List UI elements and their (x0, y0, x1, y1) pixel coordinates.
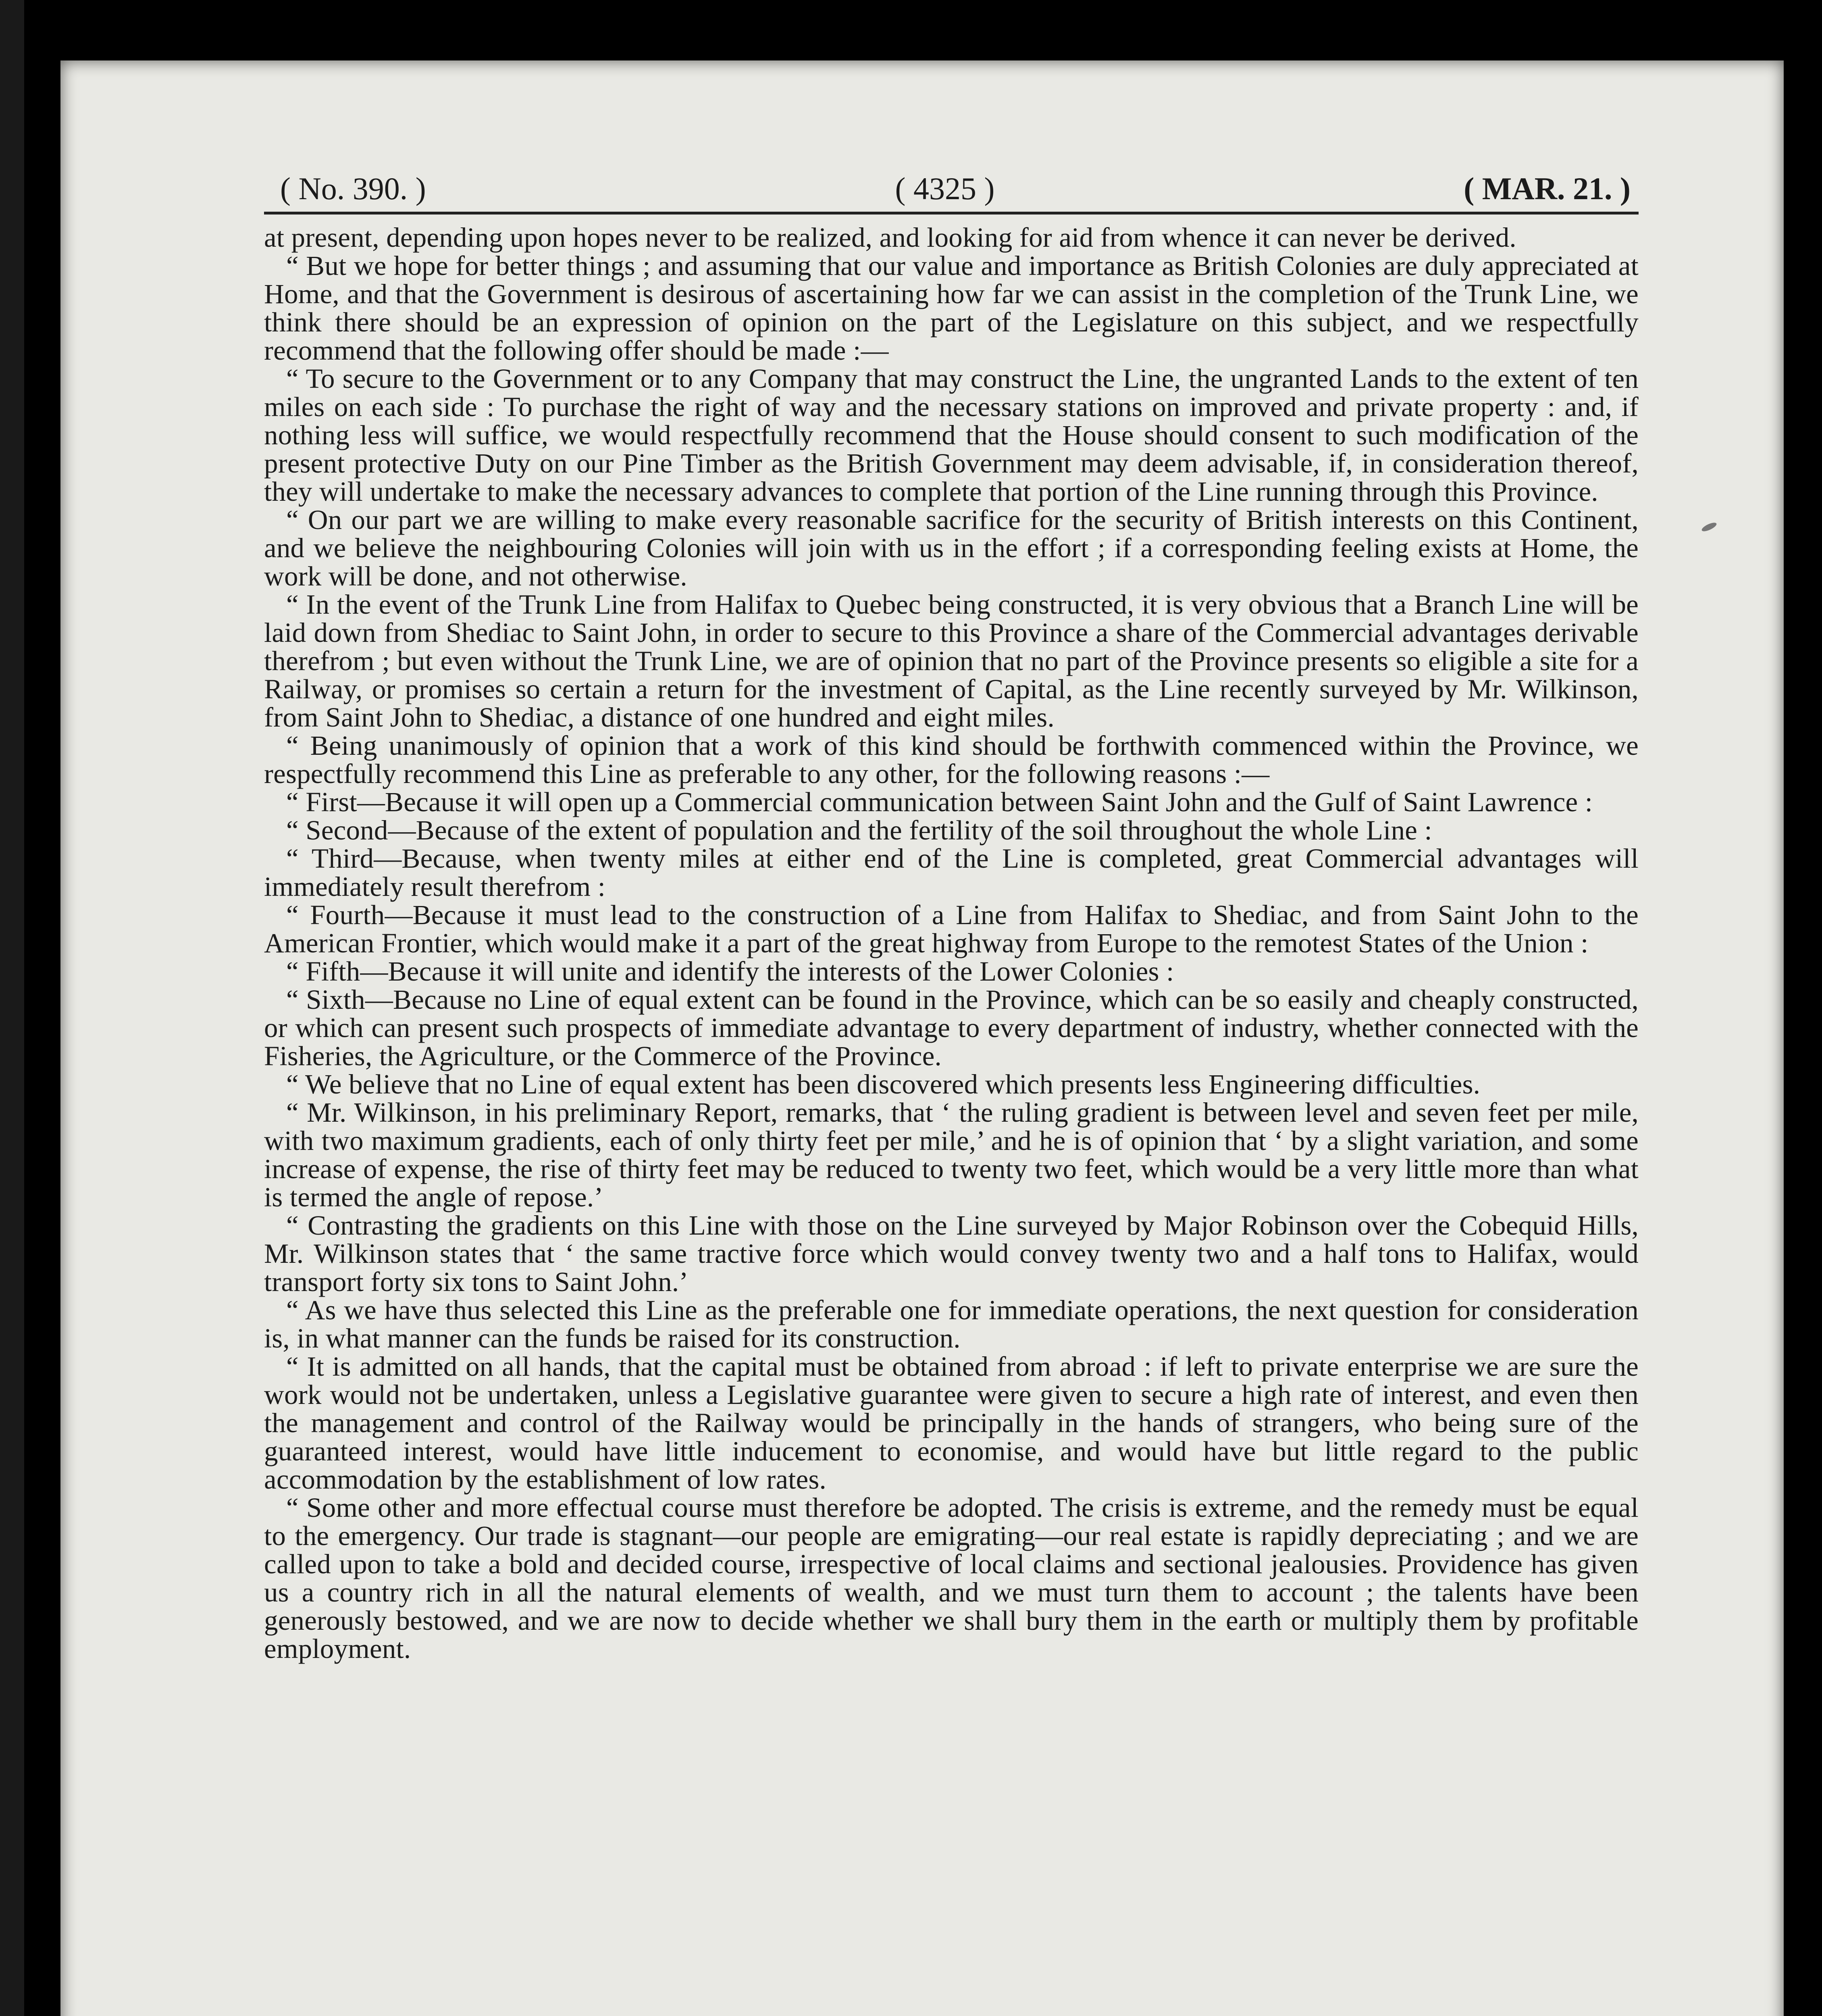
paragraph: “ Some other and more effectual course must therefore be adopted. The crisis is extreme, and the remedy must be equal to the emergency. Our trade is stagnant—our people are emigrating—our real estate is rapidly depreciating ; and we are called upon to take a bold and decided course, irrespective of local claims and sectional jealousies. Providence has given us a country rich in all the natural elements of wealth, and we must turn them to account ; the talents have been generously bestowed, and we are now to decide whether we shall bury them in the earth or multiply them by profitable employment. (264, 1492, 1639, 1664)
paragraph: “ Mr. Wilkinson, in his preliminary Report, remarks, that ‘ the ruling gradient is between level and seven feet per mile, with two maximum gradients, each of only thirty feet per mile,’ and he is of opinion that ‘ by a slight variation, and some increase of expense, the rise of thirty feet may be reduced to twenty two feet, which would be a very little more than what is termed the angle of repose.’ (264, 1097, 1639, 1212)
paragraph: “ As we have thus selected this Line as the preferable one for immediate operations, the next question for consideration is, in what manner can the funds be raised for its construction. (264, 1294, 1639, 1354)
paragraph: “ To secure to the Government or to any Company that may construct the Line, the ungranted Lands to the extent of ten miles on each side : To purchase the right of way and the necessary stations on improved and private property : and, if nothing less will suffice, we would respectfully recommend that the House should consent to such modification of the present protective Duty on our Pine Timber as the British Government may deem advisable, if, in consideration thereof, they will undertake to make the necessary advances to complete that portion of the Line running through this Province. (264, 363, 1639, 507)
paragraph: “ Fourth—Because it must lead to the construction of a Line from Halifax to Shediac, and from Saint John to the American Frontier, which would make it a part of the great highway from Europe to the remotest States of the Union : (264, 899, 1639, 958)
paragraph: “ In the event of the Trunk Line from Halifax to Quebec being constructed, it is very obvious that a Branch Line will be laid down from Shediac to Saint John, in order to secure to this Province a share of the Commercial advantages derivable therefrom ; but even without the Trunk Line, we are of opinion that no part of the Province presents so eligible a site for a Railway, or promises so certain a return for the investment of Capital, as the Line recently surveyed by Mr. Wilkinson, from Saint John to Shediac, a distance of one hundred and eight miles. (264, 589, 1639, 733)
page-header (264, 171, 1639, 215)
paragraph: “ We believe that no Line of equal extent has been discovered which presents less Engineering difficulties. (286, 1068, 1481, 1100)
paragraph: “ It is admitted on all hands, that the capital must be obtained from abroad : if left to private enterprise we are sure the work would not be undertaken, unless a Legislative guarantee were given to secure a high rate of interest, and even then the management and control of the Railway would be principally in the hands of strangers, who being sure of the guaranteed interest, would have little inducement to economise, and would have but little regard to the public accommodation by the establishment of low rates. (264, 1351, 1639, 1495)
paragraph: “ First—Because it will open up a Commercial communication between Saint John and the Gulf of Saint Lawrence : (286, 786, 1593, 817)
date-heading: ( MAR. 21. ) (1464, 171, 1631, 206)
body-text (264, 223, 1639, 1663)
paragraph: “ On our part we are willing to make every reasonable sacrifice for the security of British interests on this Continent, and we believe the neighbouring Colonies will join with us in the effort ; if a corresponding feeling exists at Home, the work will be done, and not otherwise. (264, 504, 1639, 591)
paragraph: “ Fifth—Because it will unite and identify the interests of the Lower Colonies : (286, 956, 1174, 987)
paragraph: “ Sixth—Because no Line of equal extent can be found in the Province, which can be so easily and cheaply constructed, or which can present such prospects of immediate advantage to every department of industry, whether connected with the Fisheries, the Agriculture, or the Commerce of the Province. (264, 984, 1639, 1071)
paragraph: “ Contrasting the gradients on this Line with those on the Line surveyed by Major Robinson over the Cobequid Hills, Mr. Wilkinson states that ‘ the same tractive force which would convey twenty two and a half tons to Halifax, would transport forty six tons to Saint John.’ (264, 1210, 1639, 1297)
scan-left-edge (0, 0, 24, 2016)
document-number: ( No. 390. ) (280, 171, 426, 206)
paragraph: “ Second—Because of the extent of population and the fertility of the soil throughout the whole Line : (286, 814, 1432, 846)
page-content (264, 171, 1639, 1663)
paragraph: “ Third—Because, when twenty miles at either end of the Line is completed, great Commercial advantages will immediately result therefrom : (264, 843, 1639, 902)
paragraph: “ But we hope for better things ; and assuming that our value and importance as British Colonies are duly appreciated at Home, and that the Government is desirous of ascertaining how far we can assist in the completion of the Trunk Line, we think there should be an expression of opinion on the part of the Legislature on this subject, and we respectfully recommend that the following offer should be made :— (264, 250, 1639, 366)
page-number: ( 4325 ) (895, 171, 995, 206)
paragraph: “ Being unanimously of opinion that a work of this kind should be forthwith commenced within the Province, we respectfully recommend this Line as preferable to any other, for the following reasons :— (264, 730, 1639, 789)
scan-speck (1701, 521, 1718, 533)
paragraph: at present, depending upon hopes never to be realized, and looking for aid from whence it can never be derived. (264, 222, 1516, 253)
document-page (60, 60, 1784, 2016)
